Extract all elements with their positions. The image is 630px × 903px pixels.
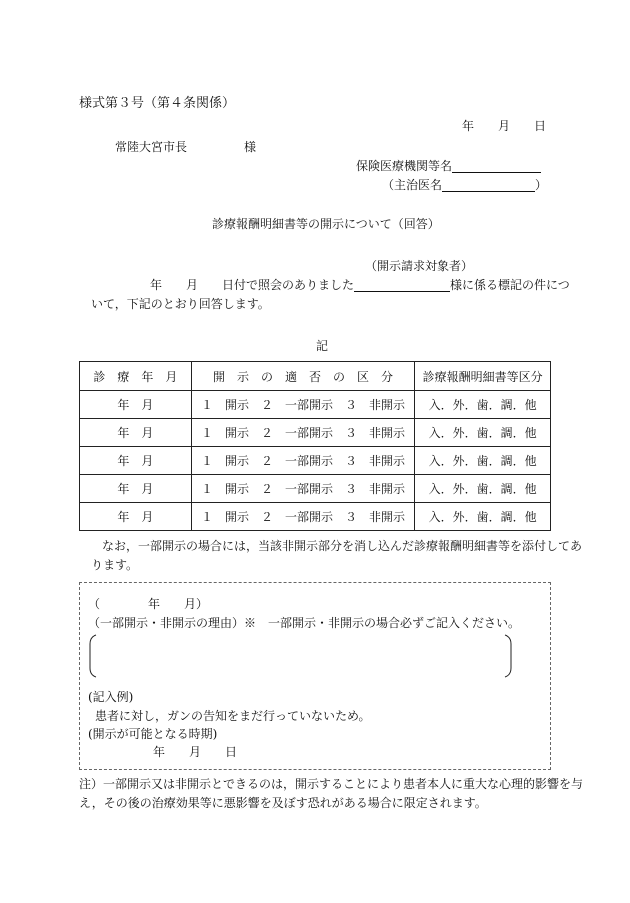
right-bracket-icon — [503, 634, 513, 678]
cell-year-month: 年 月 — [80, 503, 192, 531]
partial-disclosure-note-line-1: なお，一部開示の場合には，当該非開示部分を消し込んだ診療報酬明細書等を添付してあ — [102, 539, 583, 553]
example-label: (記入例) — [88, 690, 134, 704]
table-row — [80, 419, 551, 447]
example-text: 患者に対し，ガンの告知をまだ行っていないため。 — [95, 709, 371, 723]
cell-year-month: 年 月 — [80, 419, 192, 447]
cell-disclosure-options: １ 開示 ２ 一部開示 ３ 非開示 — [191, 447, 414, 475]
cell-statement-type-options: 入．外．歯．調．他 — [415, 475, 551, 503]
possible-date-line: 年 月 日 — [153, 745, 238, 759]
left-bracket-icon — [88, 634, 98, 678]
date-line: 年 月 日 — [462, 119, 547, 133]
cell-statement-type-options: 入．外．歯．調．他 — [415, 503, 551, 531]
cell-disclosure-options: １ 開示 ２ 一部開示 ３ 非開示 — [191, 391, 414, 419]
body-line-1 — [150, 278, 570, 292]
body-line-1-end: 様に係る標記の件につ — [450, 278, 570, 292]
partial-disclosure-note-line-2: ります。 — [91, 558, 139, 572]
footnote-line-2: え，その後の治療効果等に悪影響を及ぼす恐れがある場合に限定されます。 — [79, 796, 487, 810]
header-disclosure-category: 開 示 の 適 否 の 区 分 — [191, 362, 414, 391]
cell-year-month: 年 月 — [80, 447, 192, 475]
request-target-label: （開示請求対象者） — [365, 259, 474, 273]
header-statement-category: 診療報酬明細書等区分 — [415, 362, 551, 391]
doctor-name-line — [382, 178, 547, 192]
disclosure-table — [79, 361, 551, 531]
cell-disclosure-options: １ 開示 ２ 一部開示 ３ 非開示 — [191, 419, 414, 447]
institution-label: 保険医療機関等名 — [356, 159, 453, 173]
patient-name-blank — [354, 278, 450, 292]
doctor-close: ） — [535, 178, 548, 192]
cell-year-month: 年 月 — [80, 391, 192, 419]
cell-disclosure-options: １ 開示 ２ 一部開示 ３ 非開示 — [191, 503, 414, 531]
body-line-1-start: 年 月 日付で照会のありました — [150, 278, 355, 292]
table-row — [80, 391, 551, 419]
cell-statement-type-options: 入．外．歯．調．他 — [415, 447, 551, 475]
cell-statement-type-options: 入．外．歯．調．他 — [415, 391, 551, 419]
ki-heading: 記 — [316, 339, 329, 353]
body-line-2: いて，下記のとおり回答します。 — [91, 297, 270, 311]
doctor-label: （主治医名 — [382, 178, 443, 192]
cell-statement-type-options: 入．外．歯．調．他 — [415, 419, 551, 447]
table-row — [80, 475, 551, 503]
document-title: 診療報酬明細書等の開示について（回答） — [212, 217, 440, 231]
table-header-row — [80, 362, 551, 391]
addressee: 常陸大宮市長 — [115, 140, 188, 154]
addressee-honorific: 様 — [244, 140, 257, 154]
institution-name-blank — [452, 159, 541, 173]
form-number: 様式第３号（第４条関係） — [79, 96, 236, 111]
institution-name-line — [356, 159, 541, 173]
box-date-line: （ 年 月） — [88, 597, 209, 611]
header-shinryo-nengetsu: 診 療 年 月 — [80, 362, 192, 391]
cell-disclosure-options: １ 開示 ２ 一部開示 ３ 非開示 — [191, 475, 414, 503]
table-row — [80, 503, 551, 531]
reason-label: （一部開示・非開示の理由）※ 一部開示・非開示の場合必ずご記入ください。 — [88, 616, 521, 630]
footnote-line-1: 注）一部開示又は非開示とできるのは，開示することにより患者本人に重大な心理的影響を与 — [79, 777, 584, 791]
doctor-name-blank — [442, 178, 535, 192]
possible-date-label: (開示が可能となる時期) — [88, 727, 218, 741]
table-row — [80, 447, 551, 475]
cell-year-month: 年 月 — [80, 475, 192, 503]
